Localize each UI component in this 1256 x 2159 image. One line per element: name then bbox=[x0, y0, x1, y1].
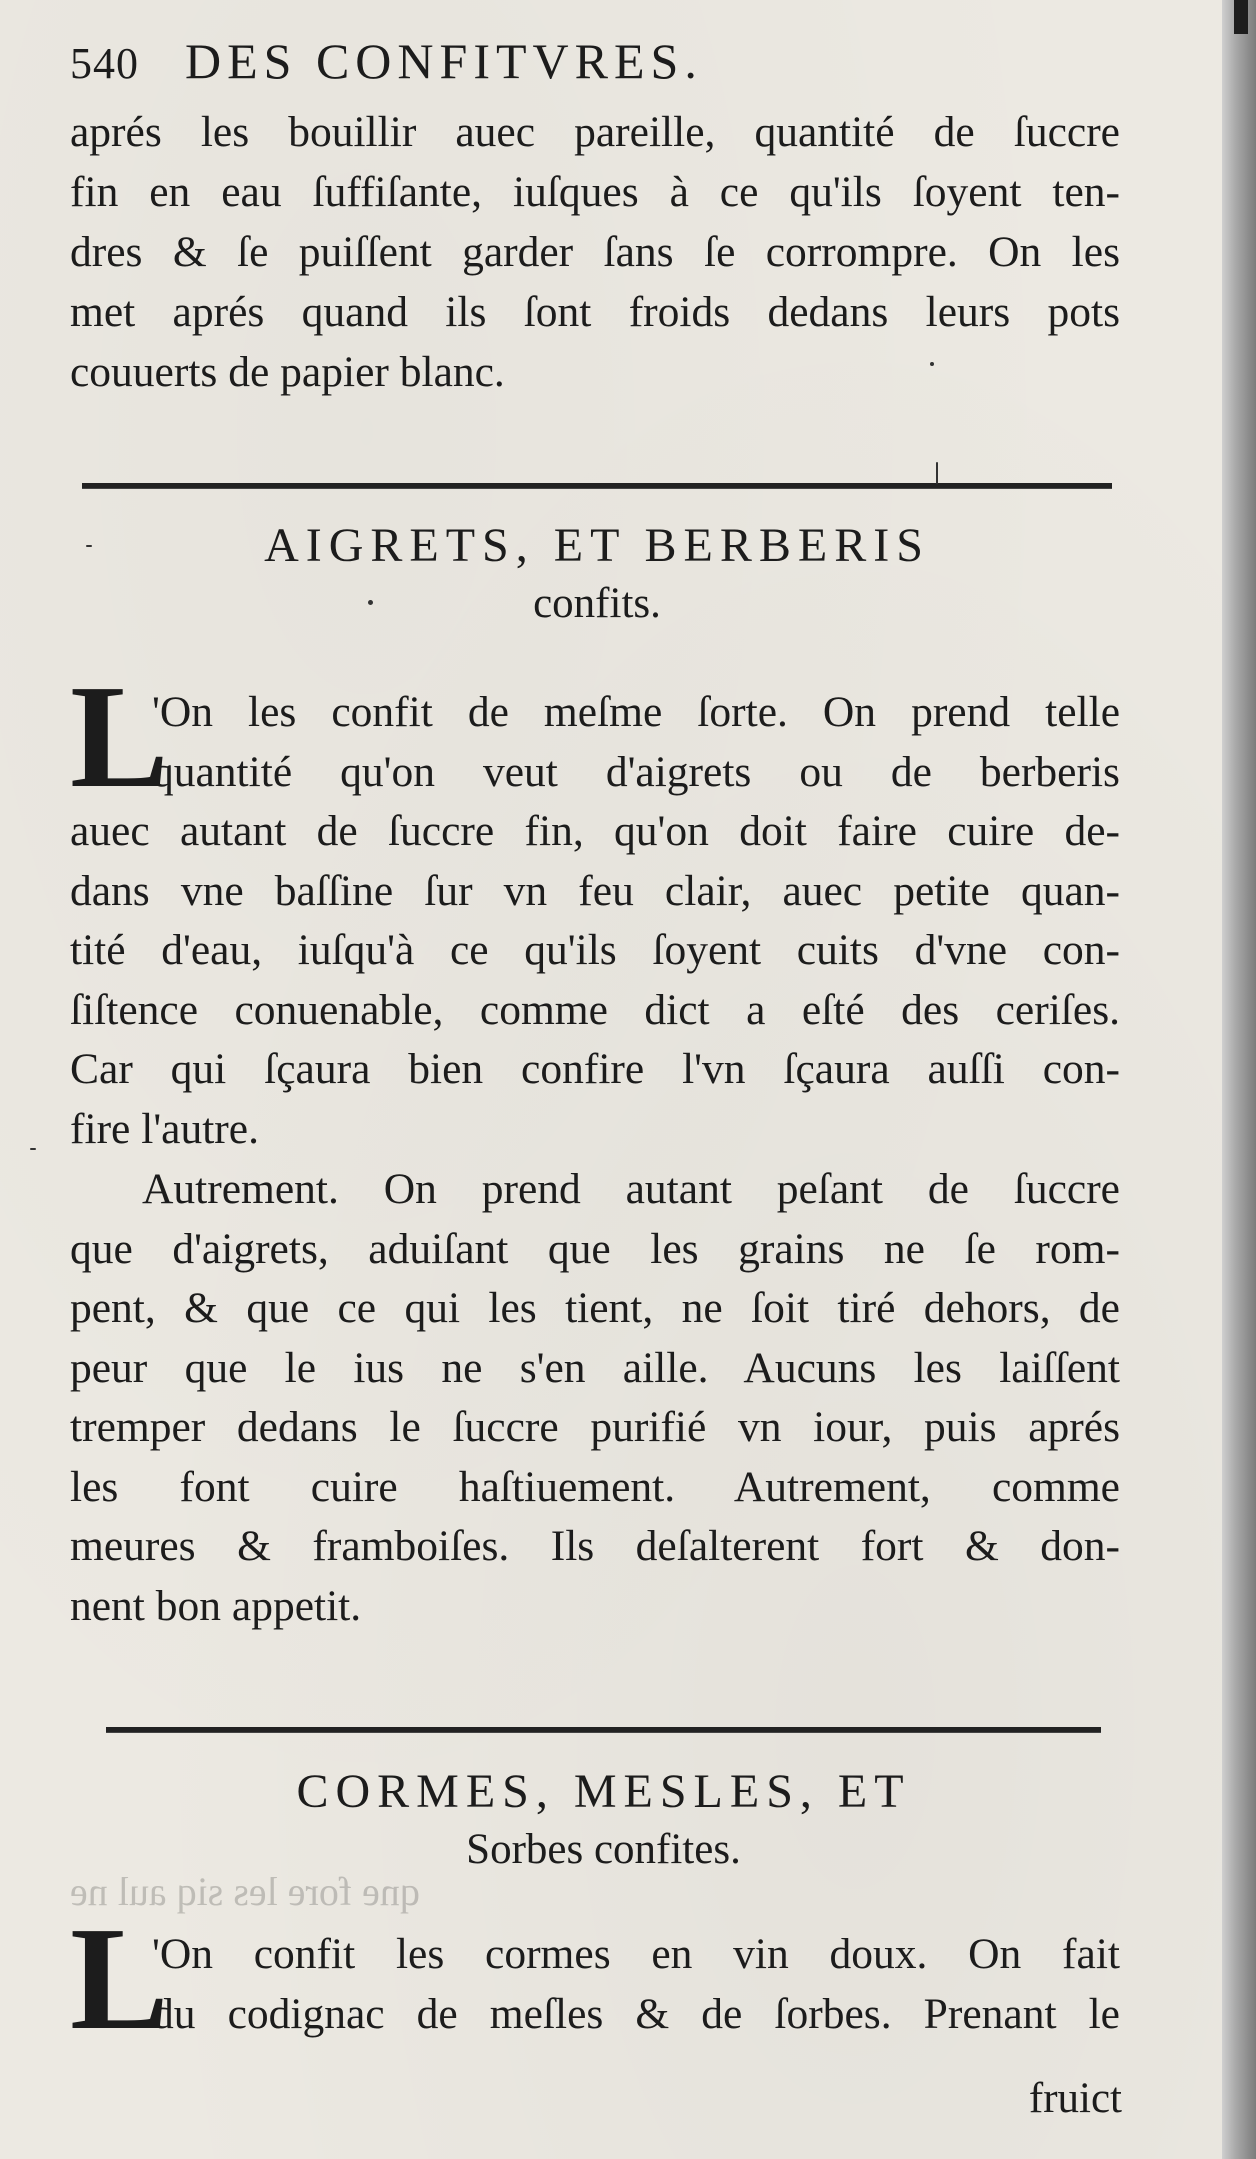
ink-speck bbox=[30, 1148, 36, 1150]
section-heading-cormes bbox=[106, 1762, 1101, 1878]
scanner-edge-mark bbox=[1234, 0, 1248, 34]
section-subtitle: Sorbes confites. bbox=[466, 1826, 741, 1873]
section-heading-aigrets bbox=[82, 516, 1112, 632]
text-line: quantité qu'on veut d'aigrets ou de berberis bbox=[152, 747, 1120, 796]
text-line: nent bon appetit. bbox=[70, 1581, 362, 1630]
text-line: meures & framboiſes. Ils deſalterent fort & don- bbox=[70, 1522, 1120, 1570]
running-head-title: DES CONFITVRES. bbox=[185, 33, 703, 89]
text-line: peur que le ius ne s'en aille. Aucuns les laiſſent bbox=[70, 1343, 1120, 1392]
ink-speck bbox=[930, 362, 934, 366]
text-line: dres & ſe puiſſent garder ſans ſe corrompre. On les bbox=[70, 228, 1120, 276]
text-line: Car qui ſçaura bien confire l'vn ſçaura auſſi con- bbox=[70, 1045, 1120, 1093]
drop-cap-initial: L bbox=[70, 655, 169, 819]
running-head bbox=[70, 32, 1070, 90]
text-line: met aprés quand ils ſont froids dedans leurs pots bbox=[70, 288, 1120, 336]
catchword: fruict bbox=[1028, 2075, 1122, 2122]
text-line: dans vne baſſine ſur vn feu clair, auec petite quan- bbox=[70, 866, 1120, 915]
paragraph-aigrets-2 bbox=[70, 1160, 1120, 1636]
section-subtitle: confits. bbox=[533, 580, 661, 627]
text-line: ſiſtence conuenable, comme dict a eſté des ceriſes. bbox=[70, 985, 1120, 1034]
text-line: 'On les confit de meſme ſorte. On prend telle bbox=[152, 688, 1120, 736]
page-number: 540 bbox=[70, 39, 139, 88]
ink-speck bbox=[936, 462, 938, 484]
scanner-page-edge bbox=[1222, 0, 1256, 2159]
show-through-text: qne fore les siq aul ne bbox=[70, 1869, 420, 1914]
text-line: aprés les bouillir auec pareille, quantité de ſuccre bbox=[70, 108, 1120, 156]
text-line: 'On confit les cormes en vin doux. On fait bbox=[152, 1930, 1120, 1978]
text-line: fire l'autre. bbox=[70, 1104, 259, 1153]
ink-speck bbox=[368, 600, 373, 605]
top-paragraph bbox=[70, 102, 1120, 402]
section-divider-rule bbox=[82, 483, 1112, 489]
text-line: Autrement. On prend autant peſant de ſuccre bbox=[142, 1165, 1120, 1213]
text-line: tremper dedans le ſuccre purifié vn iour, puis aprés bbox=[70, 1403, 1120, 1451]
paragraph-cormes-1 bbox=[70, 1897, 1120, 2061]
paragraph-aigrets-1 bbox=[70, 655, 1120, 1159]
section-title: CORMES, MESLES, ET bbox=[296, 1765, 911, 1818]
ink-speck bbox=[86, 545, 92, 547]
text-line: du codignac de meſles & de ſorbes. Prenant le bbox=[152, 1989, 1120, 2038]
text-line: que d'aigrets, aduiſant que les grains ne ſe rom- bbox=[70, 1224, 1120, 1273]
text-line: pent, & que ce qui les tient, ne ſoit tiré dehors, de bbox=[70, 1284, 1120, 1332]
text-line: les font cuire haſtiuement. Autrement, comme bbox=[70, 1462, 1120, 1511]
drop-cap-initial: L bbox=[70, 1897, 169, 2061]
section-title: AIGRETS, ET BERBERIS bbox=[264, 519, 930, 572]
text-line: couuerts de papier blanc. bbox=[70, 348, 505, 396]
text-line: tité d'eau, iuſqu'à ce qu'ils ſoyent cuits d'vne con- bbox=[70, 926, 1120, 974]
text-line: auec autant de ſuccre fin, qu'on doit faire cuire de- bbox=[70, 807, 1120, 855]
section-divider-rule bbox=[106, 1727, 1101, 1733]
text-line: fin en eau ſuffiſante, iuſques à ce qu'ils ſoyent ten- bbox=[70, 168, 1120, 216]
